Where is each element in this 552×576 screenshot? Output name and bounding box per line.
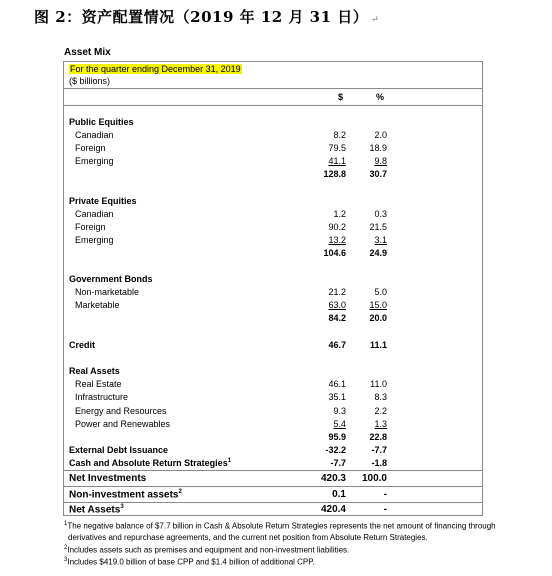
footnotes [64,519,544,568]
row-dollar: 1.2 [333,209,346,219]
figure-title-text: 图 2：资产配置情况（2019 年 12 月 31 日） [34,8,369,26]
external-debt-pct: -7.7 [371,445,387,455]
total-dollar: 95.9 [328,432,346,442]
footnote-ref: 3 [120,504,124,510]
column-header-row [64,92,482,104]
table-row [64,156,482,168]
row-dollar: 35.1 [328,392,346,402]
net-assets-dollar: 420.4 [320,504,346,515]
row-label: Real Estate [75,379,122,389]
cash-absolute-label: Cash and Absolute Return Strategies [69,458,228,468]
net-assets-row [64,504,482,516]
row-dollar: 8.2 [333,130,346,140]
government-bonds-title-row [64,274,482,286]
row-pct: 5.0 [374,287,387,297]
table-row [64,392,482,404]
footnote-text: Includes assets such as premises and equipment and non-investment liabilities. [67,545,350,555]
non-investment-dollar: 0.1 [332,489,346,500]
credit-dollar: 46.7 [328,340,346,350]
row-pct: 21.5 [369,222,387,232]
footnote-ref: 1 [227,458,232,464]
net-assets-pct: - [383,504,387,515]
col-pct-header: % [375,92,384,102]
public-equities-total-row [64,169,482,181]
non-investment-separator [64,486,482,487]
total-pct: 30.7 [369,169,387,179]
net-investments-dollar: 420.3 [320,473,346,484]
header-period-row [64,64,482,76]
real-assets-title-row [64,366,482,378]
row-dollar: 13.2 [328,235,346,245]
net-investments-pct: 100.0 [361,473,387,484]
table-row [64,406,482,418]
row-dollar: 46.1 [328,379,346,389]
footnote-number: 2 [64,544,68,551]
footnote-number: 3 [64,557,68,564]
row-pct: 18.9 [369,143,387,153]
asset-mix-table [63,61,483,516]
table-row [64,419,482,431]
row-pct: 0.3 [374,209,387,219]
credit-pct: 11.1 [369,340,387,350]
private-equities-total-row [64,248,482,260]
private-equities-title: Private Equities [69,196,137,206]
public-equities-title-row [64,117,482,129]
table-row [64,209,482,221]
table-row [64,379,482,391]
external-debt-dollar: -32.2 [325,445,346,455]
row-pct: 15.0 [369,300,387,310]
row-label: Non-marketable [75,287,140,297]
paragraph-mark: ↵ [371,15,380,25]
row-pct: 8.3 [374,392,387,402]
header-units-row [64,76,482,88]
row-pct: 11.0 [370,379,387,389]
net-assets-separator [64,502,482,503]
row-dollar: 41.1 [328,156,346,166]
table-row [64,143,482,155]
total-pct: 24.9 [369,248,387,258]
table-row [64,130,482,142]
non-investment-row [64,489,482,501]
row-pct: 3.1 [374,235,387,245]
row-label: Foreign [75,143,106,153]
figure-title [34,6,379,27]
credit-row [64,340,482,352]
total-pct: 22.8 [369,432,387,442]
row-label: Energy and Resources [75,406,167,416]
footnote-text: Includes $419.0 billion of base CPP and $1.4 billion of additional CPP. [67,557,315,567]
row-dollar: 9.3 [333,406,346,416]
row-dollar: 63.0 [328,300,346,310]
footnote [64,555,544,568]
cash-absolute-dollar: -7.7 [330,458,346,468]
net-investments-row [64,473,482,485]
row-pct: 1.3 [374,419,387,429]
footnote [64,532,544,543]
table-row [64,222,482,234]
row-label: Infrastructure [75,392,129,402]
cash-absolute-pct: -1.8 [371,458,387,468]
header-separator [64,88,482,89]
private-equities-title-row [64,196,482,208]
cash-absolute-row [64,458,482,470]
external-debt-row [64,445,482,457]
table-row [64,287,482,299]
government-bonds-title: Government Bonds [69,274,153,284]
real-assets-title: Real Assets [69,366,120,376]
net-investments-separator [64,470,482,471]
section-title: Asset Mix [64,47,111,58]
row-label: Marketable [75,300,120,310]
public-equities-title: Public Equities [69,117,134,127]
real-assets-total-row [64,432,482,444]
total-pct: 20.0 [369,313,387,323]
row-pct: 9.8 [374,156,387,166]
non-investment-pct: - [383,489,387,500]
row-label: Emerging [75,235,114,245]
government-bonds-total-row [64,313,482,325]
period-label: For the quarter ending December 31, 2019 [70,64,241,74]
row-label: Foreign [75,222,106,232]
table-row [64,235,482,247]
non-investment-label: Non-investment assets [69,489,179,501]
footnote [64,543,544,556]
row-label: Canadian [75,130,114,140]
net-investments-label: Net Investments [69,473,147,484]
units-label: ($ billions) [69,76,111,86]
total-dollar: 84.2 [328,313,346,323]
total-dollar: 104.6 [323,248,346,258]
row-pct: 2.2 [374,406,387,416]
credit-label: Credit [69,340,96,350]
row-dollar: 5.4 [333,419,346,429]
total-dollar: 128.8 [323,169,346,179]
row-dollar: 21.2 [328,287,346,297]
footnote-text: The negative balance of $7.7 billion in Cash & Absolute Return Strategies represents the net amount of financing through [67,521,496,531]
row-label: Emerging [75,156,114,166]
footnote-number: 1 [64,521,68,527]
header-bottom-separator [64,105,482,106]
row-dollar: 79.5 [328,143,346,153]
row-label: Power and Renewables [75,419,171,429]
footnote-text: derivatives and repurchase agreements, and the current net position from Absolute Return Strategies. [68,532,428,542]
row-pct: 2.0 [374,130,387,140]
footnote-ref: 2 [178,489,182,495]
footnote [64,519,544,532]
row-dollar: 90.2 [328,222,346,232]
row-label: Canadian [75,209,114,219]
net-assets-label: Net Assets [69,504,121,516]
table-row [64,300,482,312]
col-dollar-header: $ [337,92,343,102]
external-debt-label: External Debt Issuance [69,445,169,455]
